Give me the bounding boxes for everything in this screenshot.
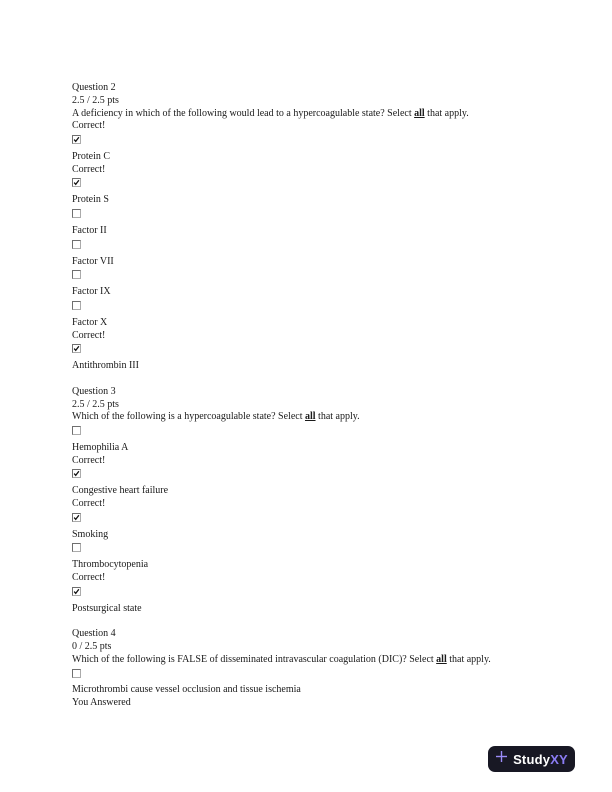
prompt-text-after: that apply. [446,653,491,665]
checkbox-unchecked[interactable] [72,240,81,249]
answer-label: Factor IX [72,286,111,298]
answer-status: Correct! [72,120,106,132]
checkbox-checked[interactable] [72,587,81,596]
checkbox-unchecked[interactable] [72,543,81,552]
answer-checkbox-row [72,238,542,251]
answer-label: Antithrombin III [72,360,139,372]
prompt-emphasis: all [436,653,447,665]
question-points: 2.5 / 2.5 pts [72,94,119,106]
answer-checkbox-row [72,585,542,598]
brand-text [513,753,568,766]
answer-status: Correct! [72,572,106,584]
question-block [72,628,542,710]
answer-label: Smoking [72,528,109,540]
answer-label: Postsurgical state [72,602,142,614]
checkbox-unchecked[interactable] [72,209,81,218]
question-block [72,386,542,616]
prompt-text-after: that apply. [424,107,469,119]
prompt-text-before: Which of the following is a hypercoagulable state? Select [72,411,305,423]
checkbox-unchecked[interactable] [72,270,81,279]
answer-checkbox-row [72,133,542,146]
checkbox-unchecked[interactable] [72,669,81,678]
checkbox-unchecked[interactable] [72,426,81,435]
prompt-text-before: Which of the following is FALSE of disseminated intravascular coagulation (DIC)? Select [72,653,437,665]
question-title: Question 3 [72,385,116,397]
answer-checkbox-row [72,207,542,220]
prompt-emphasis: all [304,411,316,423]
answer-label: Thrombocytopenia [72,559,149,571]
answer-checkbox-row [72,342,542,355]
answer-status: You Answered [72,697,131,709]
answer-status: Correct! [72,163,106,175]
answer-checkbox-row [72,542,542,555]
plus-icon [495,750,508,768]
answer-checkbox-row [72,511,542,524]
answer-label: Congestive heart failure [72,485,169,497]
checkbox-checked[interactable] [72,344,81,353]
question-prompt [72,108,542,121]
answer-checkbox-row [72,299,542,312]
question-title: Question 2 [72,82,116,93]
question-title: Question 4 [72,628,116,640]
prompt-text-after: that apply. [315,411,360,423]
answer-label: Hemophilia A [72,441,129,453]
checkbox-checked[interactable] [72,135,81,144]
checkbox-unchecked[interactable] [72,301,81,310]
answer-label: Factor VII [72,255,114,267]
checkbox-checked[interactable] [72,178,81,187]
studyxy-logo [488,746,575,772]
answer-status: Correct! [72,498,106,510]
answer-checkbox-row [72,177,542,190]
brand-main: Study [513,751,551,767]
answer-checkbox-row [72,268,542,281]
question-prompt [72,654,542,667]
question-prompt [72,411,542,424]
prompt-emphasis: all [414,107,425,119]
question-points: 2.5 / 2.5 pts [72,398,119,410]
answer-label: Microthrombi cause vessel occlusion and tissue ischemia [72,684,301,696]
answer-checkbox-row [72,468,542,481]
answer-checkbox-row [72,424,542,437]
quiz-content [72,82,542,710]
question-points: 0 / 2.5 pts [72,641,112,653]
answer-label: Factor II [72,224,107,236]
prompt-text-before: A deficiency in which of the following would lead to a hypercoagulable state? Select [72,107,415,119]
answer-status: Correct! [72,329,106,341]
answer-label: Factor X [72,316,108,328]
answer-checkbox-row [72,667,542,680]
checkbox-checked[interactable] [72,513,81,522]
checkbox-checked[interactable] [72,469,81,478]
answer-status: Correct! [72,454,106,466]
answer-label: Protein C [72,150,111,162]
brand-accent: XY [550,751,568,767]
question-block [72,82,542,373]
answer-label: Protein S [72,194,109,206]
